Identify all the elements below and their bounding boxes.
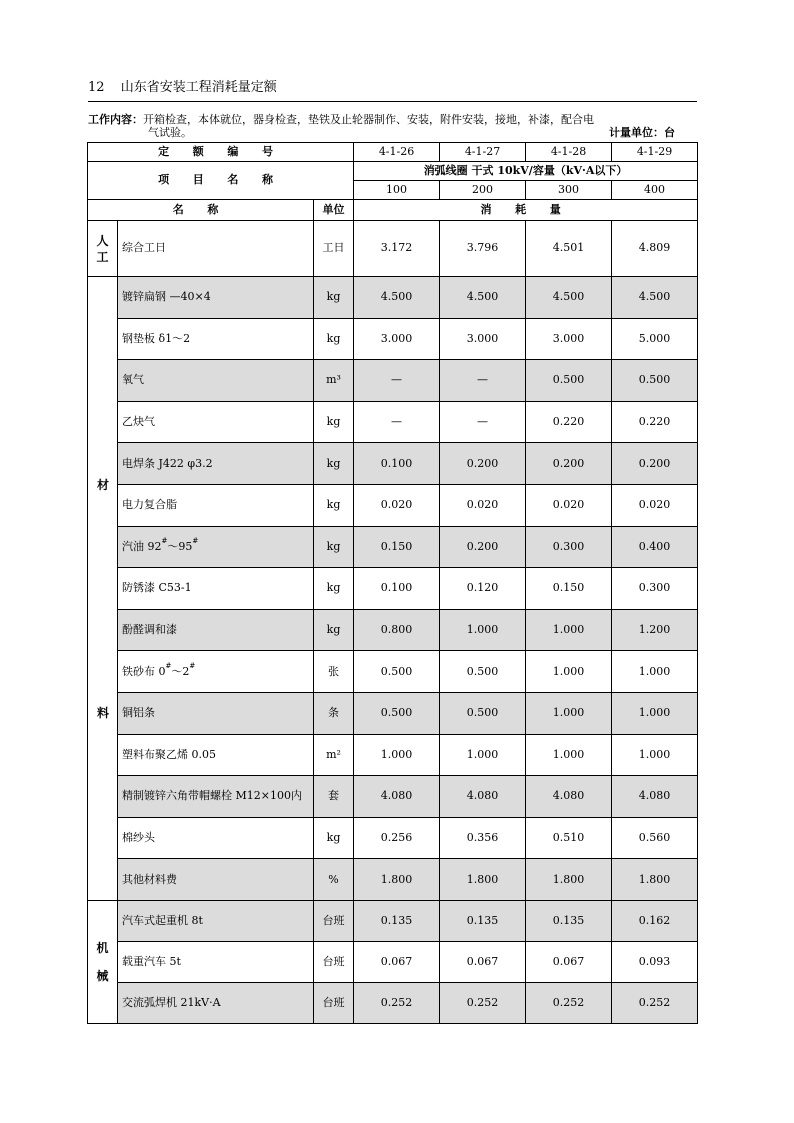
item-name-text: 综合工日 — [122, 241, 166, 255]
grade-mark: # — [161, 536, 168, 545]
item-unit: 台班 — [314, 900, 354, 941]
consumption-value: 4.080 — [440, 776, 526, 818]
item-name-text: 棉纱头 — [122, 830, 155, 844]
item-name-text: 载重汽车 5t — [122, 954, 181, 968]
category-cell — [88, 277, 118, 901]
consumption-value: 0.100 — [354, 568, 440, 610]
item-name — [118, 651, 314, 693]
category-label: 机械 — [96, 940, 109, 983]
consumption-value: 0.560 — [612, 817, 698, 859]
consumption-value: 0.020 — [354, 484, 440, 526]
item-name — [118, 734, 314, 776]
table-row — [88, 734, 698, 776]
consumption-value: 0.067 — [440, 941, 526, 982]
table-row — [88, 277, 698, 319]
consumption-value: 0.252 — [440, 982, 526, 1023]
table-row — [88, 221, 698, 277]
consumption-value: 0.150 — [526, 568, 612, 610]
col-consumption-header: 消 耗 量 — [354, 200, 698, 221]
grade-mark: # — [165, 661, 172, 670]
consumption-value: 5.000 — [612, 318, 698, 360]
item-unit: 条 — [314, 692, 354, 734]
item-unit: kg — [314, 484, 354, 526]
item-name — [118, 401, 314, 443]
consumption-value: 0.150 — [354, 526, 440, 568]
consumption-value: 0.300 — [612, 568, 698, 610]
consumption-value: 0.100 — [354, 443, 440, 485]
grade-mark: # — [192, 536, 199, 545]
table-row — [88, 401, 698, 443]
consumption-value: 4.500 — [440, 277, 526, 319]
item-unit: kg — [314, 568, 354, 610]
consumption-value: 1.000 — [612, 692, 698, 734]
item-name-text: 铁砂布 0 — [122, 664, 166, 678]
item-unit: kg — [314, 817, 354, 859]
code-label: 定 额 编 号 — [88, 143, 354, 162]
item-name-text: 防锈漆 C53-1 — [122, 581, 192, 595]
capacity-cell: 200 — [440, 181, 526, 200]
consumption-value: 0.300 — [526, 526, 612, 568]
consumption-value: 0.020 — [440, 484, 526, 526]
table-row — [88, 817, 698, 859]
table-row — [88, 859, 698, 901]
item-name-text: 氧气 — [122, 373, 144, 387]
consumption-value: 0.500 — [612, 360, 698, 402]
consumption-value: 0.800 — [354, 609, 440, 651]
consumption-value: 4.500 — [526, 277, 612, 319]
item-name — [118, 692, 314, 734]
item-name-text: 酚醛调和漆 — [122, 623, 177, 636]
item-name-text: 汽车式起重机 8t — [122, 913, 203, 927]
table-row — [88, 484, 698, 526]
item-name — [118, 318, 314, 360]
consumption-value: 1.000 — [612, 651, 698, 693]
item-name-text: 乙炔气 — [122, 415, 155, 429]
item-unit: kg — [314, 609, 354, 651]
table-row — [88, 443, 698, 485]
consumption-value: 0.252 — [612, 982, 698, 1023]
grade-mark: # — [189, 661, 196, 670]
consumption-value: 0.220 — [526, 401, 612, 443]
work-content-label: 工作内容： — [88, 113, 143, 126]
consumption-value: 4.809 — [612, 221, 698, 277]
consumption-value: 3.000 — [440, 318, 526, 360]
table-row — [88, 318, 698, 360]
item-unit: 工日 — [314, 221, 354, 277]
consumption-value: 0.500 — [440, 651, 526, 693]
table-row — [88, 568, 698, 610]
consumption-value: 4.080 — [354, 776, 440, 818]
page-header — [88, 76, 277, 95]
item-name-text: 铜铝条 — [122, 706, 155, 720]
item-name-suffix: ～2 — [171, 664, 190, 678]
item-name — [118, 443, 314, 485]
consumption-value: — — [440, 401, 526, 443]
column-header-row — [88, 200, 698, 221]
consumption-value: 0.252 — [526, 982, 612, 1023]
col-unit-header: 单位 — [314, 200, 354, 221]
code-cell: 4-1-26 — [354, 143, 440, 162]
item-name-text: 电力复合脂 — [122, 498, 177, 512]
consumption-value: 0.093 — [612, 941, 698, 982]
consumption-value: 0.220 — [612, 401, 698, 443]
consumption-value: 1.000 — [440, 734, 526, 776]
item-name — [118, 609, 314, 651]
item-title-row — [88, 162, 698, 181]
consumption-value: 1.800 — [612, 859, 698, 901]
consumption-value: 4.500 — [354, 277, 440, 319]
item-name-text: 钢垫板 δ1～2 — [122, 331, 191, 345]
consumption-value: 4.080 — [612, 776, 698, 818]
consumption-value: 1.000 — [526, 609, 612, 651]
unit-label: 计量单位：台 — [609, 126, 675, 139]
item-unit: m³ — [314, 360, 354, 402]
item-name — [118, 776, 314, 818]
capacity-cell: 100 — [354, 181, 440, 200]
table-row — [88, 526, 698, 568]
consumption-value: 0.200 — [440, 526, 526, 568]
consumption-value: 0.067 — [526, 941, 612, 982]
page-number: 12 — [88, 80, 105, 95]
item-name — [118, 859, 314, 901]
consumption-value: 0.135 — [440, 900, 526, 941]
capacity-cell: 400 — [612, 181, 698, 200]
consumption-value: 0.500 — [354, 651, 440, 693]
item-name — [118, 484, 314, 526]
item-name — [118, 221, 314, 277]
item-name — [118, 526, 314, 568]
item-name — [118, 360, 314, 402]
category-cell — [88, 900, 118, 1023]
item-name — [118, 900, 314, 941]
item-unit: kg — [314, 318, 354, 360]
item-unit: m² — [314, 734, 354, 776]
consumption-value: 1.000 — [526, 692, 612, 734]
table-row — [88, 609, 698, 651]
code-cell: 4-1-27 — [440, 143, 526, 162]
code-cell: 4-1-29 — [612, 143, 698, 162]
item-name-text: 汽油 92 — [122, 539, 162, 553]
item-unit: % — [314, 859, 354, 901]
consumption-value: 0.135 — [526, 900, 612, 941]
table-row — [88, 776, 698, 818]
table-row — [88, 692, 698, 734]
item-name-text: 电焊条 J422 φ3.2 — [122, 456, 213, 470]
item-title: 消弧线圈 干式 10kV/容量（kV·A以下） — [354, 162, 698, 181]
consumption-value: 1.800 — [354, 859, 440, 901]
consumption-value: — — [440, 360, 526, 402]
item-name-label: 项 目 名 称 — [88, 162, 354, 200]
item-unit: kg — [314, 277, 354, 319]
work-content-line2: 气试验。 — [148, 126, 192, 139]
consumption-value: 0.500 — [354, 692, 440, 734]
item-unit: kg — [314, 526, 354, 568]
item-unit: kg — [314, 401, 354, 443]
code-row — [88, 143, 698, 162]
consumption-value: — — [354, 360, 440, 402]
consumption-value: 0.200 — [526, 443, 612, 485]
work-content-line1: 开箱检查，本体就位，器身检查，垫铁及止轮器制作、安装，附件安装，接地，补漆，配合电 — [143, 113, 594, 126]
table-row — [88, 360, 698, 402]
consumption-value: 3.172 — [354, 221, 440, 277]
category-label: 料 — [97, 706, 110, 720]
consumption-value: 4.501 — [526, 221, 612, 277]
item-name-text: 交流弧焊机 21kV·A — [122, 995, 221, 1009]
item-name — [118, 982, 314, 1023]
item-name-text: 其他材料费 — [122, 872, 177, 886]
item-name-text: 塑料布聚乙烯 0.05 — [122, 747, 216, 761]
work-content — [88, 113, 608, 139]
header-rule — [88, 101, 697, 102]
item-name — [118, 941, 314, 982]
item-unit: kg — [314, 443, 354, 485]
category-label: 材 — [97, 478, 110, 492]
consumption-value: 1.800 — [526, 859, 612, 901]
item-unit: 台班 — [314, 941, 354, 982]
table-row — [88, 982, 698, 1023]
item-unit: 套 — [314, 776, 354, 818]
item-name-text: 精制镀锌六角带帽螺栓 M12×100内 — [122, 789, 302, 803]
consumption-value: 0.510 — [526, 817, 612, 859]
consumption-value: 0.252 — [354, 982, 440, 1023]
consumption-value: 4.500 — [612, 277, 698, 319]
item-name-text: 镀锌扁钢 —40×4 — [122, 290, 211, 304]
consumption-value: 0.020 — [526, 484, 612, 526]
consumption-value: 0.162 — [612, 900, 698, 941]
capacity-cell: 300 — [526, 181, 612, 200]
consumption-value: 1.000 — [526, 651, 612, 693]
consumption-value: 1.200 — [612, 609, 698, 651]
consumption-value: 1.000 — [440, 609, 526, 651]
consumption-value: 0.500 — [526, 360, 612, 402]
book-title: 山东省安装工程消耗量定额 — [120, 80, 277, 95]
consumption-value: 1.000 — [612, 734, 698, 776]
table-row — [88, 651, 698, 693]
code-cell: 4-1-28 — [526, 143, 612, 162]
table-row — [88, 941, 698, 982]
item-name — [118, 277, 314, 319]
item-unit: 台班 — [314, 982, 354, 1023]
consumption-value: 0.067 — [354, 941, 440, 982]
consumption-value: 0.200 — [612, 443, 698, 485]
consumption-value: 3.000 — [526, 318, 612, 360]
item-name — [118, 568, 314, 610]
consumption-value: 0.020 — [612, 484, 698, 526]
consumption-value: 0.356 — [440, 817, 526, 859]
consumption-value: 0.200 — [440, 443, 526, 485]
consumption-value: 3.000 — [354, 318, 440, 360]
consumption-value: 1.000 — [354, 734, 440, 776]
table-row — [88, 900, 698, 941]
consumption-value: 4.080 — [526, 776, 612, 818]
quota-table — [87, 142, 698, 1024]
consumption-value: 0.120 — [440, 568, 526, 610]
consumption-value: 3.796 — [440, 221, 526, 277]
category-label: 人工 — [96, 233, 109, 264]
item-name-suffix: ～95 — [167, 539, 193, 553]
item-unit: 张 — [314, 651, 354, 693]
consumption-value: 1.000 — [526, 734, 612, 776]
category-cell — [88, 221, 118, 277]
item-name — [118, 817, 314, 859]
col-name-header: 名 称 — [88, 200, 314, 221]
consumption-value: 0.400 — [612, 526, 698, 568]
consumption-value: — — [354, 401, 440, 443]
consumption-value: 1.800 — [440, 859, 526, 901]
consumption-value: 0.135 — [354, 900, 440, 941]
consumption-value: 0.500 — [440, 692, 526, 734]
consumption-value: 0.256 — [354, 817, 440, 859]
